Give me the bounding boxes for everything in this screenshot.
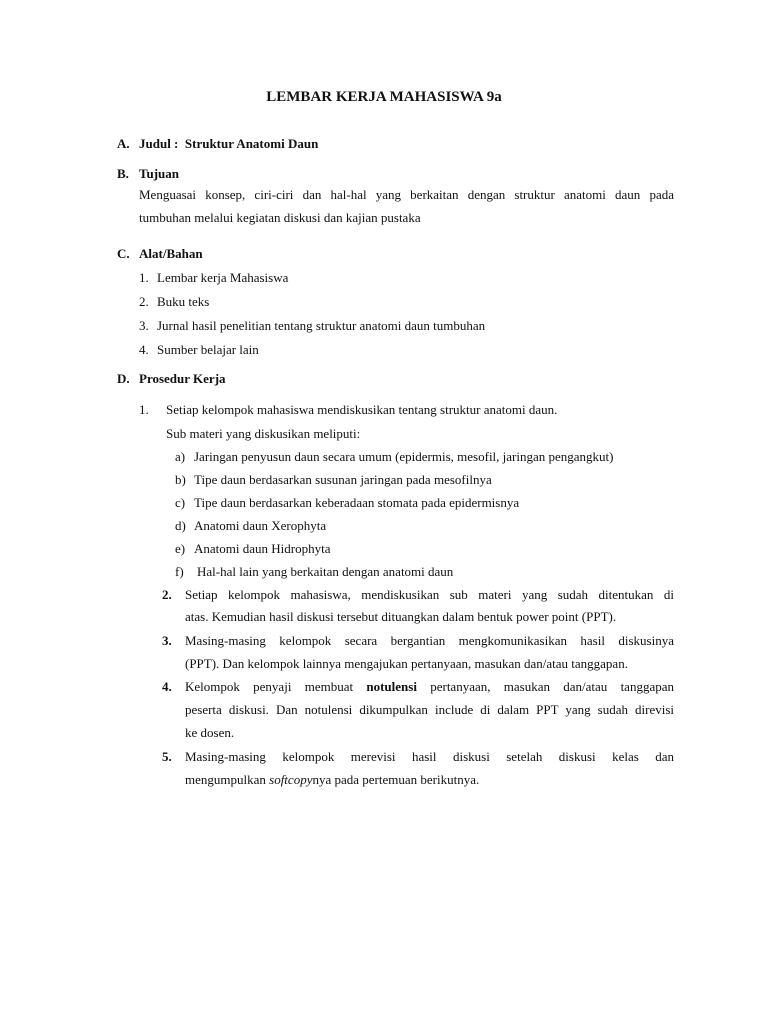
- sub-item-text: Anatomi daun Hidrophyta: [194, 541, 331, 556]
- section-a-label: Judul :: [139, 136, 179, 151]
- step-5-line-2-start: mengumpulkan: [185, 772, 270, 787]
- step-5-number: 5.: [162, 749, 172, 764]
- section-b-letter: B.: [117, 166, 129, 181]
- step-2-line-2: atas. Kemudian hasil diskusi tersebut dituangkan dalam bentuk power point (PPT).: [185, 609, 617, 624]
- step-4-notulensi-term: notulensi: [366, 679, 417, 694]
- section-b-text-line-1: Menguasai konsep, ciri-ciri dan hal-hal yang berkaitan dengan struktur anatomi daun pada: [139, 187, 674, 202]
- tool-item-number: 4.: [139, 342, 149, 357]
- section-d-label: Prosedur Kerja: [139, 371, 226, 386]
- step-4-line-1-start: Kelompok penyaji membuat: [185, 679, 367, 694]
- sub-item-letter: a): [175, 449, 186, 464]
- sub-item-letter: b): [175, 472, 186, 487]
- step-2-number: 2.: [162, 587, 172, 602]
- tool-item-text: Sumber belajar lain: [157, 342, 259, 357]
- tool-item-number: 1.: [139, 270, 149, 285]
- sub-item-text: Tipe daun berdasarkan keberadaan stomata pada epidermisnya: [194, 495, 520, 510]
- sub-item-letter: e): [175, 541, 186, 556]
- section-d-letter: D.: [117, 371, 130, 386]
- step-4-line-2: peserta diskusi. Dan notulensi dikumpulkan include di dalam PPT yang sudah direvisi: [185, 702, 674, 717]
- step-1-number: 1.: [139, 402, 149, 417]
- section-c-label: Alat/Bahan: [139, 246, 203, 261]
- tool-item-text: Lembar kerja Mahasiswa: [157, 270, 289, 285]
- sub-item-text: Tipe daun berdasarkan susunan jaringan pada mesofilnya: [194, 472, 492, 487]
- step-5-line-2: [185, 772, 479, 788]
- step-4-line-1: [185, 679, 674, 695]
- document-title: LEMBAR KERJA MAHASISWA 9a: [266, 89, 502, 105]
- sub-item-text: Jaringan penyusun daun secara umum (epidermis, mesofil, jaringan pengangkut): [194, 449, 614, 464]
- step-5-line-1: Masing-masing kelompok merevisi hasil diskusi setelah diskusi kelas dan: [185, 749, 674, 764]
- section-b-label: Tujuan: [139, 166, 179, 181]
- step-4-line-3: ke dosen.: [185, 725, 235, 740]
- step-5-softcopy-term: softcopy: [269, 772, 313, 787]
- step-1-sub-intro: Sub materi yang diskusikan meliputi:: [166, 426, 361, 441]
- section-b-text-line-2: tumbuhan melalui kegiatan diskusi dan kajian pustaka: [139, 210, 421, 225]
- step-3-line-1: Masing-masing kelompok secara bergantian mengkomunikasikan hasil diskusinya: [185, 633, 674, 648]
- sub-item-letter: c): [175, 495, 186, 510]
- section-a-letter: A.: [117, 136, 130, 151]
- step-5-line-2-end: nya pada pertemuan berikutnya.: [312, 772, 480, 787]
- sub-item-letter: d): [175, 518, 186, 533]
- tool-item-text: Jurnal hasil penelitian tentang struktur anatomi daun tumbuhan: [157, 318, 486, 333]
- section-a-heading: [139, 136, 318, 152]
- step-4-number: 4.: [162, 679, 172, 694]
- sub-item-letter: f): [175, 564, 184, 579]
- tool-item-number: 3.: [139, 318, 149, 333]
- step-3-line-2: (PPT). Dan kelompok lainnya mengajukan pertanyaan, masukan dan/atau tanggapan.: [185, 656, 628, 671]
- step-2-line-1: Setiap kelompok mahasiswa, mendiskusikan sub materi yang sudah ditentukan di: [185, 587, 674, 602]
- step-4-line-1-end: pertanyaan, masukan dan/atau tanggapan: [416, 679, 674, 694]
- section-c-letter: C.: [117, 246, 130, 261]
- sub-item-text: Anatomi daun Xerophyta: [194, 518, 327, 533]
- tool-item-text: Buku teks: [157, 294, 210, 309]
- step-3-number: 3.: [162, 633, 172, 648]
- sub-item-text: Hal-hal lain yang berkaitan dengan anatomi daun: [197, 564, 454, 579]
- tool-item-number: 2.: [139, 294, 149, 309]
- section-a-value: Struktur Anatomi Daun: [184, 136, 319, 151]
- step-1-text: Setiap kelompok mahasiswa mendiskusikan tentang struktur anatomi daun.: [166, 402, 558, 417]
